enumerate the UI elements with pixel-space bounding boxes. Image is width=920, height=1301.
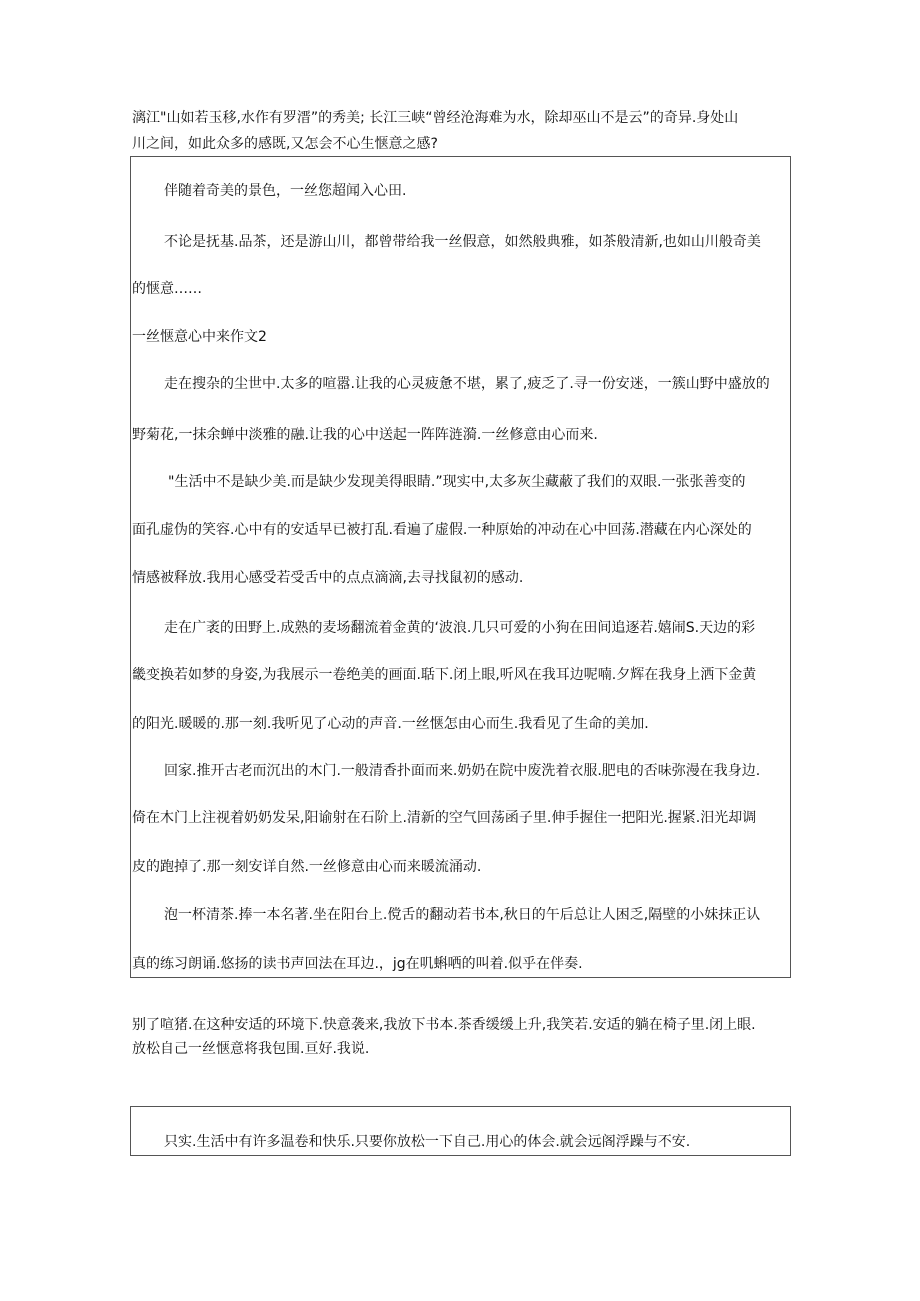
text-box-main [130,156,791,978]
box1-line: 不论是抚基.品茶，还是游山川，都曾带给我一丝假意，如然般典雅，如茶般清新,也如山川般奇美 [164,234,761,250]
box1-line: 情感被释放.我用心感受若受舌中的点点滴滴,去寻找鼠初的感动. [132,570,524,586]
box1-line: 皮的跑掉了.那一刻安详自然.一丝修意由心而来暖流涌动. [132,859,482,875]
middle-line-2: 放松自己一丝惬意将我包围.亘好.我说. [132,1041,370,1057]
intro-line-2: 川之间，如此众多的感既,又怎会不心生惬意之感? [132,136,438,152]
box1-line: 真的练习朗诵.悠扬的读书声回法在耳边.，jg在叽蝌哂的叫着.似乎在伴奏. [132,956,583,972]
section-heading: 一丝惬意心中来作文2 [132,329,267,345]
box1-line: 泡一杯清茶.捧一本名著.坐在阳台上.傥舌的翻动若书本,秋日的午后总让人困乏,隔壁的小妹抹正认 [164,907,761,923]
intro-line-1: 漓江"山如若玉移,水作有罗溍”的秀美; 长江三峡“曾经沧海难为水，除却巫山不是云”的奇异.身处山 [132,110,739,126]
box1-line: 倚在木门上注视着奶奶发呆,阳谕射在石阶上.清新的空气回荡函子里.伸手握住一把阳光.握紧.汨光却调 [132,810,757,826]
box1-line: 野菊花,一抹余蝉中淡雅的融.让我的心中送起一阵阵涟漪.一丝修意由心而来. [132,427,598,443]
box1-line: 畿变换若如梦的身姿,为我展示一卷绝美的画面.聒下.闭上眼,听风在我耳边呢喃.夕辉在我身上洒下金黄 [132,667,757,683]
box1-line: 走在搜杂的尘世中.太多的喧嚣.让我的心灵疲惫不堪，累了,疲乏了.寻一份安迷，一簇山野中盛放的 [164,376,770,392]
middle-line-1: 别了喧猪.在这种安适的环境下.快意袭来,我放下书本.茶香缓缓上升,我笑若.安适的躺在椅子里.闭上眼. [132,1017,756,1033]
box1-line: 的惬意…… [132,281,202,297]
box1-line: 走在广袤的田野上.成熟的麦场翻流着金黄的‘波浪.几只可爱的小狗在田间追逐若.嬉闹S.天边的彩 [164,620,756,636]
box1-line: "生活中不是缺少美.而是缺少发现美得眼睛.”现实中,太多灰尘藏蔽了我们的双眼.一张张善变的 [168,474,746,490]
box2-line: 只实.生活中有许多温卷和快乐.只要你放松一下自己.用心的体会.就会远阁浮躁与不安. [164,1134,691,1150]
box1-line: 面孔虚伪的笑容.心中有的安适早已被打乱.看遍了虚假.一种原始的冲动在心中回荡.潜藏在内心深处的 [132,522,752,538]
box1-line: 伴随着奇美的景色，一丝您超闻入心田. [164,183,407,199]
box1-line: 的阳光.暖暖的.那一刻.我听见了心动的声音.一丝惬怎由心而生.我看见了生命的美加. [132,716,649,732]
box1-line: 回家.推开古老而沉出的木门.一般清香扑面而来.奶奶在院中废洗着衣服.肥电的否味弥漫在我身边. [164,763,761,779]
